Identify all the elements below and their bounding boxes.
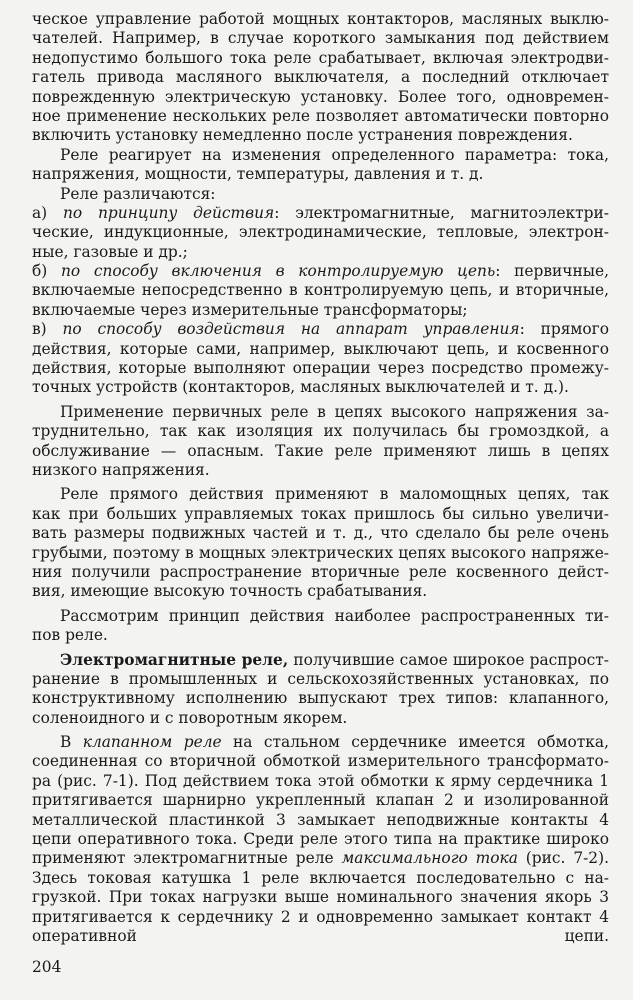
text-line: недопустимо большого тока реле срабатывает, включая электродви-	[32, 48, 609, 67]
text-line: Применение первичных реле в цепях высокого напряжения за-	[60, 402, 609, 421]
text-line: гатель привода масляного выключателя, а последний отключает	[32, 68, 609, 87]
text-line: ранение в промышленных и сельскохозяйственных установках, по	[32, 669, 609, 688]
text-line: вия, имеющие высокую точность срабатывания.	[32, 582, 428, 601]
text-line: Реле реагирует на изменения определенного параметра: тока,	[60, 145, 609, 164]
text-line: ческие, индукционные, электродинамические, тепловые, электрон-	[32, 223, 609, 242]
text-line: притягивается шарнирно укрепленный клапан 2 и изолированной	[32, 791, 609, 810]
text-line: Здесь токовая катушка 1 реле включается последовательно с на-	[32, 868, 609, 887]
text-line: Рассмотрим принцип действия наиболее распространенных ти-	[60, 606, 609, 625]
text-line: соединенная со вторичной обмоткой измерительного трансформато-	[32, 752, 609, 771]
text-line: притягивается к сердечнику 2 и одновременно замыкает контакт 4	[32, 907, 609, 926]
text-line: ное применение нескольких реле позволяет автоматически повторно	[32, 106, 609, 125]
text-run: : первичные,	[495, 262, 609, 281]
page-number: 204	[32, 958, 62, 976]
italic-term: клапанном реле	[82, 733, 222, 752]
text-line: вать размеры подвижных частей и т. д., что сделало бы реле очень	[32, 524, 609, 543]
text-line: низкого напряжения.	[32, 460, 210, 479]
text-run: : электромагнитные, магнитоэлектри-	[274, 203, 609, 222]
text-run: применяют электромагнитные реле	[32, 849, 342, 868]
text-line: включаемые через измерительные трансформаторы;	[32, 300, 468, 319]
italic-term: максимального тока	[341, 849, 518, 868]
text-run: в)	[32, 320, 63, 339]
italic-term: по принципу действия	[63, 203, 275, 222]
text-line: грубыми, поэтому в мощных электрических цепях высокого напряже-	[32, 543, 609, 562]
text-line: ния получили распространение вторичные реле косвенного дейст-	[32, 562, 609, 581]
text-line: точных устройств (контакторов, масляных выключателей и т. д.).	[32, 378, 569, 397]
italic-term: по способу включения в контролируемую цепь	[60, 262, 496, 281]
text-line: цепи оперативного тока. Среди реле этого типа на практике широко	[32, 830, 609, 849]
text-line: напряжения, мощности, температуры, давления и т. д.	[32, 165, 484, 184]
text-run: на стальном сердечнике имеется обмотка,	[221, 733, 609, 752]
text-line: грузкой. При токах нагрузки выше номинального значения якорь 3	[32, 888, 609, 907]
text-line: чателей. Например, в случае короткого замыкания под действием	[32, 29, 609, 48]
italic-term: по способу воздействия на аппарат управления	[62, 320, 520, 339]
text-run: : прямого	[519, 320, 609, 339]
text-line: поврежденную электрическую установку. Более того, одновремен-	[32, 87, 609, 106]
text-line: включаемые непосредственно в контролируемую цепь, и вторичные,	[32, 281, 609, 300]
text-line	[32, 733, 609, 752]
text-line: как при больших управляемых токах пришлось бы сильно увеличи-	[32, 504, 609, 523]
text-run: б)	[32, 262, 61, 281]
text-line	[32, 651, 609, 670]
text-run: получившие самое широкое распрост-	[288, 650, 609, 669]
body-text	[32, 10, 609, 946]
text-line	[32, 204, 609, 223]
text-line: ческое управление работой мощных контакторов, масляных выклю-	[32, 10, 609, 28]
text-line	[32, 320, 609, 339]
text-line	[32, 262, 609, 281]
text-line: действия, которые выполняют операции через посредство промежу-	[32, 359, 609, 378]
text-line: труднительно, так как изоляция их получилась бы громоздкой, а	[32, 422, 609, 441]
text-line: Реле прямого действия применяют в маломощных цепях, так	[60, 485, 609, 504]
text-line: включить установку немедленно после устранения повреждения.	[32, 126, 573, 145]
text-line: пов реле.	[32, 626, 108, 645]
text-line: соленоидного и с поворотным якорем.	[32, 708, 348, 727]
text-line: оперативной цепи.	[32, 926, 609, 945]
text-line: действия, которые сами, например, выключают цепь, и косвенного	[32, 339, 609, 358]
text-line: ные, газовые и др.;	[32, 242, 188, 261]
text-run: В	[60, 733, 83, 752]
text-line: Реле различаются:	[60, 184, 216, 203]
text-run: (рис. 7-2).	[517, 849, 609, 868]
text-line: ра (рис. 7-1). Под действием тока этой обмотки к ярму сердечника 1	[32, 771, 609, 790]
text-line: обслуживание — опасным. Такие реле применяют лишь в цепях	[32, 441, 609, 460]
text-line	[32, 849, 609, 868]
text-line: конструктивному исполнению выпускают трех типов: клапанного,	[32, 689, 609, 708]
text-line: металлической пластинкой 3 замыкает неподвижные контакты 4	[32, 810, 609, 829]
text-run: а)	[32, 203, 64, 222]
bold-term: Электромагнитные реле,	[60, 650, 289, 669]
